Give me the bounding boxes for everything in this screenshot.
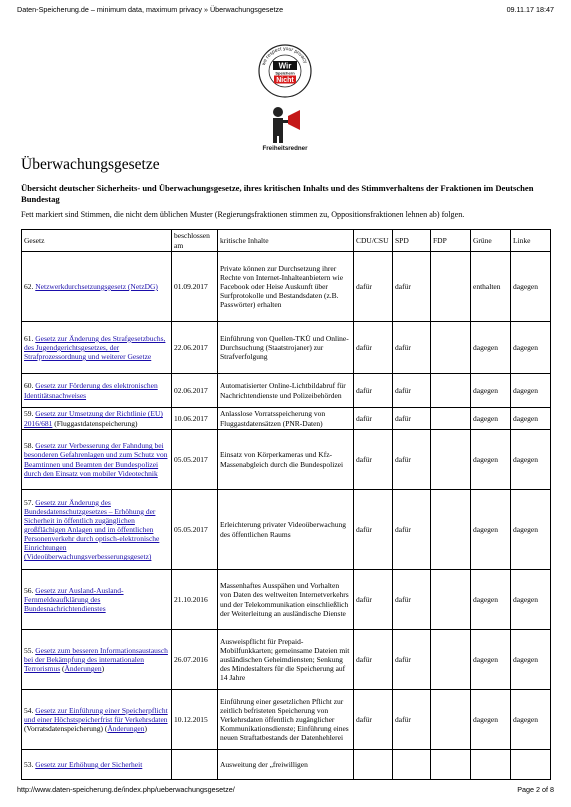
content-cell: Ausweitung der „freiwilligen	[218, 750, 354, 780]
law-link[interactable]: Gesetz zum besseren Informationsaustausch bei der Bekämpfung des internationalen Terrorismus	[24, 645, 168, 674]
law-cell	[22, 374, 172, 408]
vote-linke: dagegen	[511, 322, 551, 374]
table-row	[22, 430, 551, 490]
vote-gruene: dagegen	[471, 408, 511, 430]
law-number: 57.	[24, 497, 36, 507]
page-title: Überwachungsgesetze	[21, 156, 160, 173]
vote-linke: dagegen	[511, 252, 551, 322]
vote-cdu: dafür	[354, 630, 393, 690]
col-header-gruene: Grüne	[471, 230, 511, 252]
badge-line2: Speichern	[275, 70, 295, 76]
table-row	[22, 750, 551, 780]
col-header-spd: SPD	[393, 230, 431, 252]
vote-gruene: dagegen	[471, 322, 511, 374]
law-cell: 54. Gesetz zur Einführung einer Speicherpflicht und einer Höchstspeicherfrist für Verkehrsdaten (Vorratsdatenspeicherung) (Änderungen)	[22, 690, 172, 750]
vote-fdp	[431, 750, 471, 780]
vote-fdp	[431, 490, 471, 570]
badge-ring-text: we respect your privacy	[260, 45, 309, 67]
vote-spd: dafür	[393, 490, 431, 570]
vote-fdp	[431, 252, 471, 322]
vote-spd: dafür	[393, 408, 431, 430]
law-link[interactable]: Gesetz zur Förderung des elektronischen Identitätsnachweises	[24, 381, 158, 400]
law-cell	[22, 408, 172, 430]
vote-fdp	[431, 374, 471, 408]
vote-gruene: enthalten	[471, 252, 511, 322]
print-footer-url: http://www.daten-speicherung.de/index.php/ueberwachungsgesetze/	[17, 785, 235, 794]
law-number: 54.	[24, 705, 36, 715]
law-changes-link[interactable]: Änderungen	[64, 664, 102, 674]
print-header-title: Daten-Speicherung.de – minimum data, maximum privacy » Überwachungsgesetze	[17, 5, 284, 14]
vote-linke: dagegen	[511, 374, 551, 408]
vote-fdp	[431, 690, 471, 750]
law-link[interactable]: Gesetz zur Umsetzung der Richtlinie (EU) 2016/681	[24, 409, 163, 428]
law-cell	[22, 750, 172, 780]
vote-cdu: dafür	[354, 570, 393, 630]
law-extra: (	[60, 664, 65, 674]
vote-linke: dagegen	[511, 408, 551, 430]
table-row	[22, 374, 551, 408]
vote-gruene: dagegen	[471, 374, 511, 408]
table-header-row	[22, 230, 551, 252]
law-link[interactable]: Netzwerkdurchsetzungsgesetz (NetzDG)	[35, 281, 158, 291]
col-header-linke: Linke	[511, 230, 551, 252]
date-cell: 10.06.2017	[172, 408, 218, 430]
content-cell: Erleichterung privater Videoüberwachung des öffentlichen Raums	[218, 490, 354, 570]
freiheitsredner-logo[interactable]	[262, 102, 308, 152]
col-header-cdu: CDU/CSU	[354, 230, 393, 252]
megaphone-icon	[288, 110, 300, 130]
vote-cdu: dafür	[354, 690, 393, 750]
date-cell	[172, 750, 218, 780]
vote-linke	[511, 750, 551, 780]
laws-table	[21, 229, 551, 780]
law-number: 59.	[24, 409, 36, 419]
vote-cdu: dafür	[354, 322, 393, 374]
law-link[interactable]: Gesetz zur Ausland-Ausland-Fernmeldeaufklärung des Bundesnachrichtendienstes	[24, 585, 124, 614]
date-cell: 01.09.2017	[172, 252, 218, 322]
vote-cdu: dafür	[354, 490, 393, 570]
table-row	[22, 322, 551, 374]
page-subtitle: Übersicht deutscher Sicherheits- und Überwachungsgesetze, ihres kritischen Inhalts und des Stimmverhaltens der Fraktionen im Deutschen Bundestag	[21, 183, 534, 204]
speaker-logo-text: Freiheitsredner	[262, 145, 308, 152]
print-header-datetime: 09.11.17 18:47	[506, 5, 554, 14]
law-number: 60.	[24, 381, 36, 391]
law-number: 53.	[24, 759, 36, 769]
law-number: 62.	[24, 281, 36, 291]
print-footer-page: Page 2 of 8	[517, 785, 554, 794]
law-link[interactable]: Gesetz zur Änderung des Strafgesetzbuchs, des Jugendgerichtsgesetzes, der Strafprozessordnung und weiterer Gesetze	[24, 333, 166, 362]
vote-spd: dafür	[393, 690, 431, 750]
date-cell: 05.05.2017	[172, 490, 218, 570]
law-extra: (Vorratsdatenspeicherung) (	[24, 724, 108, 734]
col-header-fdp: FDP	[431, 230, 471, 252]
content-cell: Ausweispflicht für Prepaid-Mobilfunkkarten; gemeinsame Dateien mit ausländischen Geheimdiensten; Senkung des Mindestalters für die Speicherung auf 14 Jahre	[218, 630, 354, 690]
vote-cdu: dafür	[354, 408, 393, 430]
date-cell: 05.05.2017	[172, 430, 218, 490]
vote-cdu: dafür	[354, 252, 393, 322]
content-cell: Einsatz von Körperkameras und Kfz-Massenabgleich durch die Bundespolizei	[218, 430, 354, 490]
vote-cdu: dafür	[354, 430, 393, 490]
law-link[interactable]: Gesetz zur Einführung einer Speicherpflicht und einer Höchstspeicherfrist für Verkehrsdaten	[24, 705, 168, 724]
print-header	[17, 5, 554, 17]
date-cell: 22.06.2017	[172, 322, 218, 374]
law-extra: (Fluggastdatenspeicherung)	[52, 418, 138, 428]
date-cell: 02.06.2017	[172, 374, 218, 408]
content-cell: Einführung einer gesetzlichen Pflicht zur zeitlich befristeten Speicherung von Verkehrsdaten öffentlich zugänglicher Kommunikationsdienste; Einführung eines neuen Straftatbestands der Datenhehlerei	[218, 690, 354, 750]
law-changes-link[interactable]: Änderungen	[107, 724, 145, 734]
vote-fdp	[431, 630, 471, 690]
vote-fdp	[431, 430, 471, 490]
vote-linke: dagegen	[511, 490, 551, 570]
col-header-gesetz: Gesetz	[22, 230, 172, 252]
table-row	[22, 252, 551, 322]
table-row	[22, 490, 551, 570]
vote-linke: dagegen	[511, 630, 551, 690]
vote-spd: dafür	[393, 630, 431, 690]
law-cell	[22, 490, 172, 570]
vote-spd: dafür	[393, 322, 431, 374]
law-number: 56.	[24, 585, 36, 595]
law-number: 55.	[24, 645, 36, 655]
page-note: Fett markiert sind Stimmen, die nicht dem üblichen Muster (Regierungsfraktionen stimmen zu, Oppositionsfraktionen lehnen ab) folgen.	[21, 210, 465, 219]
vote-gruene: dagegen	[471, 430, 511, 490]
col-header-date: beschlossen am	[172, 230, 218, 252]
vote-linke: dagegen	[511, 690, 551, 750]
date-cell: 26.07.2016	[172, 630, 218, 690]
vote-cdu: dafür	[354, 374, 393, 408]
law-link[interactable]: Gesetz zur Änderung des Bundesdatenschutzgesetzes – Erhöhung der Sicherheit in öffentlich zugänglichen großflächigen Anlagen und im öffentlichen Personenverkehr durch optisch-elektronische Einrichtungen (Videoüberwachungsverbesserungsgesetz)	[24, 497, 160, 562]
badge-line3: Nicht	[276, 77, 294, 84]
vote-spd	[393, 750, 431, 780]
law-cell: 55. Gesetz zum besseren Informationsaustausch bei der Bekämpfung des internationalen Terrorismus (Änderungen)	[22, 630, 172, 690]
vote-fdp	[431, 322, 471, 374]
table-row	[22, 690, 551, 750]
law-link[interactable]: Gesetz zur Erhöhung der Sicherheit	[35, 759, 143, 769]
privacy-badge-logo[interactable]	[258, 44, 312, 98]
col-header-content: kritische Inhalte	[218, 230, 354, 252]
law-cell	[22, 252, 172, 322]
speaker-head-icon	[273, 107, 283, 117]
vote-fdp	[431, 408, 471, 430]
content-cell: Automatisierter Online-Lichtbildabruf für Nachrichtendienste und Polizeibehörden	[218, 374, 354, 408]
vote-gruene: dagegen	[471, 630, 511, 690]
law-cell	[22, 322, 172, 374]
table-row	[22, 570, 551, 630]
content-cell: Private können zur Durchsetzung ihrer Rechte von Internet-Inhalteanbietern wie Facebook oder Heise Auskunft über Surfprotokolle und Bestandsdaten (z.B. Passwörter) erhalten	[218, 252, 354, 322]
table-row	[22, 408, 551, 430]
vote-spd: dafür	[393, 374, 431, 408]
vote-linke: dagegen	[511, 570, 551, 630]
content-cell: Einführung von Quellen-TKÜ und Online-Durchsuchung (Staatstrojaner) zur Strafverfolgung	[218, 322, 354, 374]
vote-fdp	[431, 570, 471, 630]
vote-gruene: dagegen	[471, 570, 511, 630]
date-cell: 10.12.2015	[172, 690, 218, 750]
vote-linke: dagegen	[511, 430, 551, 490]
law-number: 58.	[24, 441, 36, 451]
badge-line1: Wir	[278, 61, 292, 71]
vote-spd: dafür	[393, 252, 431, 322]
vote-gruene: dagegen	[471, 690, 511, 750]
table-row	[22, 630, 551, 690]
print-footer	[17, 785, 554, 797]
law-link[interactable]: Gesetz zur Verbesserung der Fahndung bei besonderen Gefahrenlagen und zum Schutz von Beamtinnen und Beamten der Bundespolizei durch den Einsatz von mobiler Videotechnik	[24, 441, 168, 478]
law-cell	[22, 430, 172, 490]
content-cell: Massenhaftes Ausspähen und Vorhalten von Daten des weltweiten Internetverkehrs und der Telekommunikation einschließlich der Weiterleitung an ausländische Dienste	[218, 570, 354, 630]
content-cell: Anlasslose Vorratsspeicherung von Fluggastdatensätzen (PNR-Daten)	[218, 408, 354, 430]
vote-cdu	[354, 750, 393, 780]
date-cell: 21.10.2016	[172, 570, 218, 630]
law-number: 61.	[24, 333, 36, 343]
law-cell	[22, 570, 172, 630]
vote-gruene: dagegen	[471, 490, 511, 570]
vote-spd: dafür	[393, 570, 431, 630]
vote-spd: dafür	[393, 430, 431, 490]
vote-gruene	[471, 750, 511, 780]
